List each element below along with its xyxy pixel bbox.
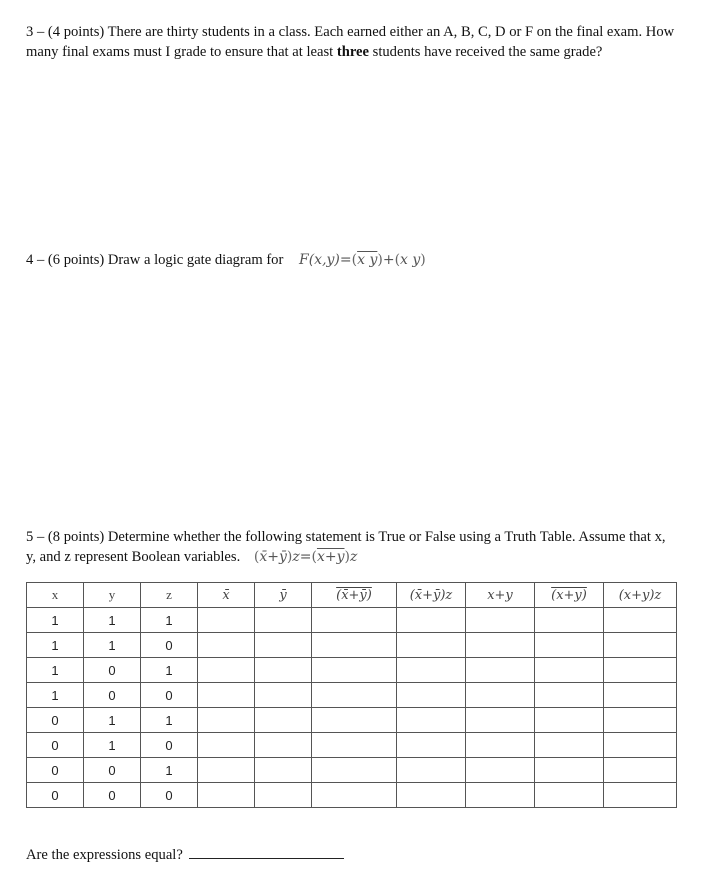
answer-blank[interactable] xyxy=(189,842,344,859)
question-5-text: 5 – (8 points) Determine whether the following statement is True or False using a Truth Table. Assume that x, y, and z represent Boolean variables. xyxy=(26,529,666,565)
blank-cell[interactable] xyxy=(312,783,397,808)
blank-cell[interactable] xyxy=(397,783,466,808)
blank-cell[interactable] xyxy=(397,658,466,683)
blank-cell[interactable] xyxy=(466,708,535,733)
blank-cell[interactable] xyxy=(535,608,604,633)
formula-term1: x y xyxy=(357,252,378,268)
blank-cell[interactable] xyxy=(312,758,397,783)
header-not-xbar-plus-ybar-z: (x̄+ȳ)z xyxy=(397,583,466,608)
blank-cell[interactable] xyxy=(397,608,466,633)
blank-cell[interactable] xyxy=(535,733,604,758)
formula5-lhs-inner: x̄+ȳ xyxy=(259,549,287,565)
blank-cell[interactable] xyxy=(255,633,312,658)
table-row xyxy=(27,608,677,633)
blank-cell[interactable] xyxy=(255,658,312,683)
blank-cell[interactable] xyxy=(198,608,255,633)
blank-cell[interactable] xyxy=(198,758,255,783)
blank-cell[interactable] xyxy=(255,683,312,708)
blank-cell[interactable] xyxy=(255,733,312,758)
cell-z: 1 xyxy=(141,708,198,733)
table-row xyxy=(27,708,677,733)
blank-cell[interactable] xyxy=(604,733,677,758)
table-row xyxy=(27,733,677,758)
cell-x: 0 xyxy=(27,733,84,758)
blank-cell[interactable] xyxy=(466,758,535,783)
blank-cell[interactable] xyxy=(604,783,677,808)
blank-cell[interactable] xyxy=(312,708,397,733)
blank-cell[interactable] xyxy=(397,758,466,783)
cell-x: 1 xyxy=(27,608,84,633)
header-y: y xyxy=(84,583,141,608)
blank-cell[interactable] xyxy=(466,658,535,683)
blank-cell[interactable] xyxy=(535,783,604,808)
question-3-tail: students have received the same grade? xyxy=(369,44,603,60)
header-not-x: x̄ xyxy=(198,583,255,608)
header-x: x xyxy=(27,583,84,608)
table-row xyxy=(27,658,677,683)
blank-cell[interactable] xyxy=(466,633,535,658)
cell-y: 0 xyxy=(84,683,141,708)
header-not-x-plus-y-z: (x+y)z xyxy=(604,583,677,608)
blank-cell[interactable] xyxy=(198,683,255,708)
header-not-y: ȳ xyxy=(255,583,312,608)
question-3 xyxy=(26,22,686,62)
formula-term2: x y xyxy=(400,252,421,268)
header-z: z xyxy=(141,583,198,608)
formula5-rhs-inner: x+y xyxy=(316,549,345,565)
cell-z: 0 xyxy=(141,683,198,708)
question-5 xyxy=(26,527,678,567)
blank-cell[interactable] xyxy=(255,783,312,808)
cell-x: 0 xyxy=(27,783,84,808)
blank-cell[interactable] xyxy=(312,683,397,708)
blank-cell[interactable] xyxy=(604,758,677,783)
cell-x: 1 xyxy=(27,658,84,683)
question-4 xyxy=(26,250,686,270)
blank-cell[interactable] xyxy=(255,608,312,633)
blank-cell[interactable] xyxy=(312,658,397,683)
cell-y: 1 xyxy=(84,733,141,758)
blank-cell[interactable] xyxy=(198,633,255,658)
cell-y: 0 xyxy=(84,658,141,683)
table-row xyxy=(27,783,677,808)
question-3-lead: 3 – (4 points) There are thirty students in a class. Each earned either an A, B, C, D or F on the final exam. How many final exams must I grade to ensure that at least xyxy=(26,24,675,60)
cell-y: 0 xyxy=(84,783,141,808)
question-4-formula: F(x,y)=(x y)+(x y) xyxy=(299,252,426,268)
cell-z: 1 xyxy=(141,758,198,783)
blank-cell[interactable] xyxy=(535,633,604,658)
blank-cell[interactable] xyxy=(466,683,535,708)
blank-cell[interactable] xyxy=(466,783,535,808)
blank-cell[interactable] xyxy=(255,708,312,733)
final-question-text: Are the expressions equal? xyxy=(26,847,183,863)
formula5-lhs-z: z= xyxy=(292,549,312,565)
cell-x: 1 xyxy=(27,683,84,708)
table-row xyxy=(27,758,677,783)
cell-x: 1 xyxy=(27,633,84,658)
truth-table-header-row xyxy=(27,583,677,608)
cell-y: 1 xyxy=(84,708,141,733)
blank-cell[interactable] xyxy=(312,633,397,658)
blank-cell[interactable] xyxy=(198,783,255,808)
blank-cell[interactable] xyxy=(466,733,535,758)
blank-cell[interactable] xyxy=(535,683,604,708)
blank-cell[interactable] xyxy=(198,708,255,733)
truth-table xyxy=(26,582,677,808)
cell-z: 0 xyxy=(141,733,198,758)
header-not-xbar-plus-ybar: (x̄+ȳ) xyxy=(312,583,397,608)
blank-cell[interactable] xyxy=(397,633,466,658)
blank-cell[interactable] xyxy=(604,708,677,733)
question-3-bold: three xyxy=(336,44,369,60)
cell-z: 1 xyxy=(141,608,198,633)
cell-z: 0 xyxy=(141,633,198,658)
cell-z: 1 xyxy=(141,658,198,683)
blank-cell[interactable] xyxy=(535,758,604,783)
blank-cell[interactable] xyxy=(397,683,466,708)
table-row xyxy=(27,633,677,658)
blank-cell[interactable] xyxy=(466,608,535,633)
formula-plus: + xyxy=(382,252,395,268)
blank-cell[interactable] xyxy=(312,733,397,758)
cell-y: 1 xyxy=(84,633,141,658)
table-row xyxy=(27,683,677,708)
blank-cell[interactable] xyxy=(604,683,677,708)
blank-cell[interactable] xyxy=(198,733,255,758)
blank-cell[interactable] xyxy=(312,608,397,633)
header-x-plus-y: x+y xyxy=(466,583,535,608)
cell-x: 0 xyxy=(27,758,84,783)
header-not-x-plus-y: (x+y) xyxy=(535,583,604,608)
blank-cell[interactable] xyxy=(535,708,604,733)
blank-cell[interactable] xyxy=(397,733,466,758)
formula5-rhs-z: z xyxy=(349,549,358,565)
cell-x: 0 xyxy=(27,708,84,733)
cell-z: 0 xyxy=(141,783,198,808)
question-4-text: 4 – (6 points) Draw a logic gate diagram for xyxy=(26,252,284,268)
cell-y: 1 xyxy=(84,608,141,633)
blank-cell[interactable] xyxy=(255,758,312,783)
blank-cell[interactable] xyxy=(604,608,677,633)
formula-lhs: F(x,y)= xyxy=(299,252,352,268)
question-5-formula: (x̄+ȳ)z=(x+y)z xyxy=(253,549,358,565)
blank-cell[interactable] xyxy=(604,658,677,683)
cell-y: 0 xyxy=(84,758,141,783)
blank-cell[interactable] xyxy=(198,658,255,683)
blank-cell[interactable] xyxy=(397,708,466,733)
final-question xyxy=(26,842,686,865)
blank-cell[interactable] xyxy=(604,633,677,658)
blank-cell[interactable] xyxy=(535,658,604,683)
